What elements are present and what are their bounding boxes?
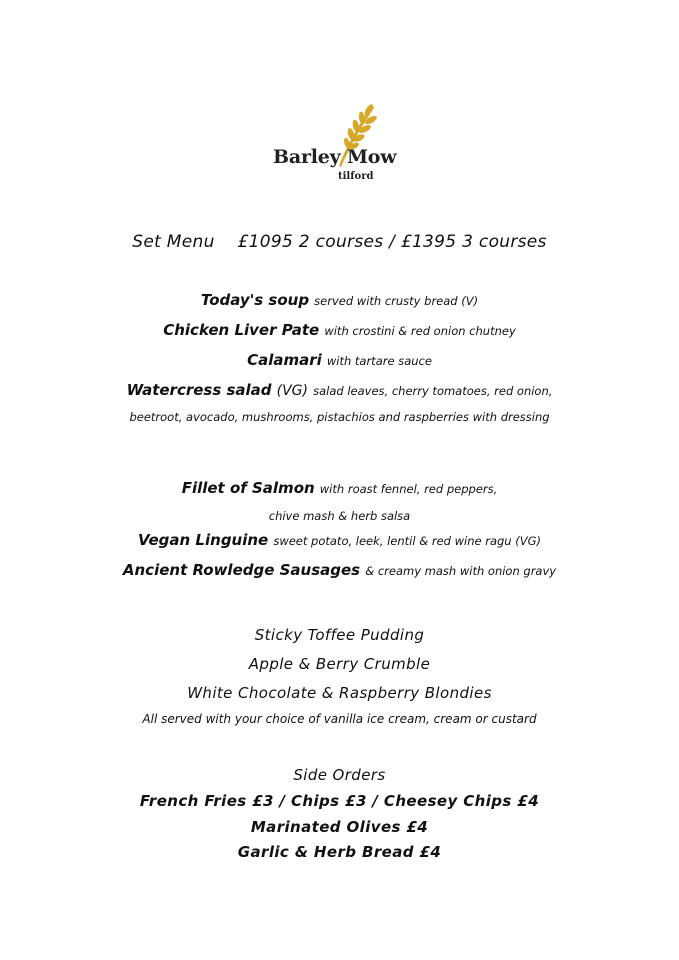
dish-description: sweet potato, leek, lentil & red wine ragu (VG) <box>273 534 541 548</box>
dish-name: Watercress salad <box>126 381 272 399</box>
dish-description: served with crusty bread (V) <box>314 294 479 308</box>
starter-item <box>0 380 679 399</box>
side-item: French Fries £3 / Chips £3 / Cheesey Chips £4 <box>139 792 540 810</box>
dish-description: & creamy mash with onion gravy <box>365 564 557 578</box>
dish-description: with roast fennel, red peppers, <box>319 482 498 496</box>
main-item <box>0 530 679 549</box>
dish-description: beetroot, avocado, mushrooms, pistachios and raspberries with dressing <box>129 410 550 424</box>
set-menu-heading <box>0 232 679 252</box>
brand-name: Barley Mow <box>273 146 397 168</box>
dish-description: with crostini & red onion chutney <box>324 324 516 338</box>
starter-item <box>0 290 679 309</box>
side-item: Garlic & Herb Bread £4 <box>237 843 442 861</box>
set-menu-label: Set Menu <box>132 232 215 252</box>
dessert-item: Apple & Berry Crumble <box>248 655 431 673</box>
dish-name: Ancient Rowledge Sausages <box>122 561 361 579</box>
dish-name: Today's soup <box>200 291 310 309</box>
side-orders-title: Side Orders <box>293 766 386 784</box>
main-item-continued <box>0 505 679 524</box>
dessert-item: White Chocolate & Raspberry Blondies <box>187 684 492 702</box>
main-item <box>0 560 679 579</box>
dish-description: chive mash & herb salsa <box>268 509 411 523</box>
dish-name: Calamari <box>247 351 322 369</box>
starter-item <box>0 350 679 369</box>
dessert-item: Sticky Toffee Pudding <box>254 626 425 644</box>
dish-name: Chicken Liver Pate <box>163 321 320 339</box>
dish-name: Fillet of Salmon <box>181 479 315 497</box>
barley-mow-logo <box>270 100 400 190</box>
dish-diet-tag: (VG) <box>276 383 308 399</box>
dish-name: Vegan Linguine <box>137 531 269 549</box>
side-item: Marinated Olives £4 <box>250 818 429 836</box>
main-item <box>0 478 679 497</box>
starter-item-continued <box>0 406 679 425</box>
starter-item <box>0 320 679 339</box>
dessert-note: All served with your choice of vanilla ice cream, cream or custard <box>142 712 537 726</box>
brand-location: tilford <box>338 171 374 182</box>
dish-description: salad leaves, cherry tomatoes, red onion, <box>313 384 553 398</box>
set-menu-prices: £1095 2 courses / £1395 3 courses <box>237 232 547 252</box>
dish-description: with tartare sauce <box>326 354 432 368</box>
